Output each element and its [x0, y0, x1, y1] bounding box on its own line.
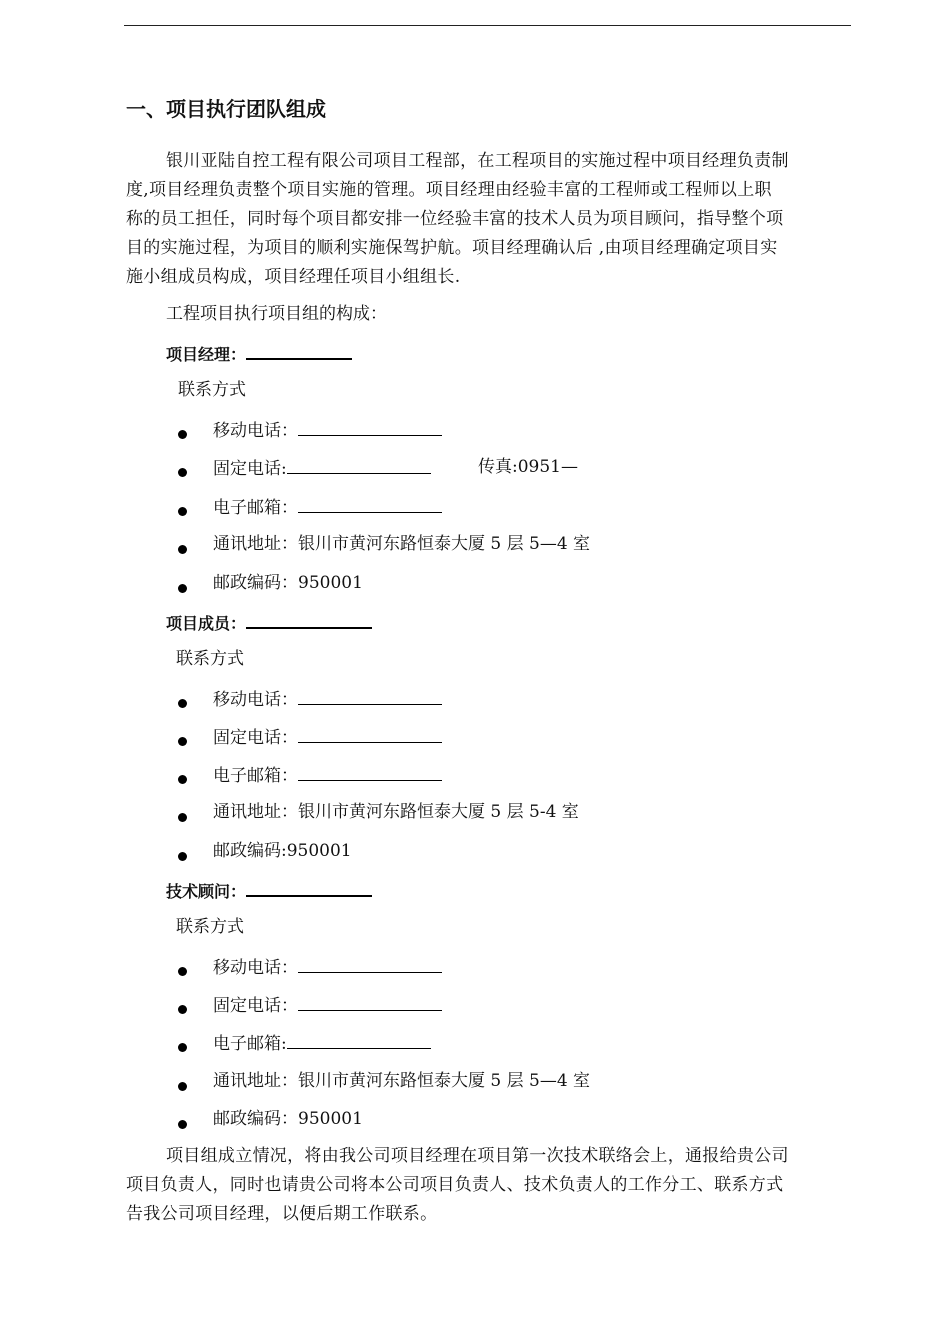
contact-label: 联系方式	[176, 917, 244, 937]
intro-line: 称的员工担任，同时每个项目都安排一位经验丰富的技术人员为项目顾问，指导整个项	[126, 209, 784, 229]
phone-blank	[298, 728, 442, 743]
list-item: 通讯地址：银川市黄河东路恒泰大厦 5 层 5-4 室	[213, 802, 579, 822]
fax-label: 传真:0951—	[478, 457, 578, 477]
bullet-icon	[178, 1082, 187, 1091]
bullet-icon	[178, 699, 187, 708]
bullet-icon	[178, 813, 187, 822]
group-title-member: 项目成员：	[166, 613, 372, 632]
contact-label: 联系方式	[176, 649, 244, 669]
bullet-icon	[178, 507, 187, 516]
list-item: 电子邮箱：	[213, 498, 442, 517]
list-item: 通讯地址：银川市黄河东路恒泰大厦 5 层 5—4 室	[213, 1071, 591, 1091]
list-item: 电子邮箱:	[213, 1034, 431, 1053]
list-item: 固定电话:	[213, 459, 431, 478]
phone-blank	[298, 996, 442, 1011]
bullet-icon	[178, 737, 187, 746]
contact-label: 联系方式	[178, 380, 246, 400]
bullet-icon	[178, 967, 187, 976]
member-name-blank	[246, 613, 372, 629]
intro-line: 银川亚陆自控工程有限公司项目工程部，在工程项目的实施过程中项目经理负责制	[166, 151, 789, 171]
mobile-blank	[298, 690, 442, 705]
group-title-manager: 项目经理：	[166, 344, 352, 363]
list-item: 电子邮箱：	[213, 766, 442, 785]
closing-line: 项目组成立情况，将由我公司项目经理在项目第一次技术联络会上，通报给贵公司	[166, 1146, 789, 1166]
bullet-icon	[178, 775, 187, 784]
closing-line: 告我公司项目经理，以便后期工作联系。	[126, 1204, 438, 1224]
email-blank	[298, 766, 442, 781]
list-item: 固定电话：	[213, 728, 442, 747]
group-title-advisor: 技术顾问：	[166, 881, 372, 900]
list-item: 邮政编码：950001	[213, 573, 363, 593]
closing-paragraph	[126, 1142, 854, 1229]
composition-label: 工程项目执行项目组的构成：	[166, 304, 387, 324]
list-item: 移动电话：	[213, 958, 442, 977]
mobile-blank	[298, 958, 442, 973]
email-blank	[298, 498, 442, 513]
mobile-blank	[298, 421, 442, 436]
advisor-name-blank	[246, 881, 372, 897]
bullet-icon	[178, 584, 187, 593]
list-item: 固定电话：	[213, 996, 442, 1015]
header-rule	[124, 25, 851, 26]
bullet-icon	[178, 545, 187, 554]
email-blank	[287, 1034, 431, 1049]
intro-line: 目的实施过程，为项目的顺利实施保驾护航。项目经理确认后 ,由项目经理确定项目实	[126, 238, 778, 258]
list-item: 移动电话：	[213, 690, 442, 709]
bullet-icon	[178, 468, 187, 477]
bullet-icon	[178, 1043, 187, 1052]
intro-line: 施小组成员构成，项目经理任项目小组组长.	[126, 267, 461, 287]
bullet-icon	[178, 430, 187, 439]
list-item: 邮政编码：950001	[213, 1109, 363, 1129]
section-heading: 一、项目执行团队组成	[126, 97, 326, 121]
bullet-icon	[178, 1005, 187, 1014]
list-item: 通讯地址：银川市黄河东路恒泰大厦 5 层 5—4 室	[213, 534, 591, 554]
bullet-icon	[178, 852, 187, 861]
intro-paragraph	[126, 147, 854, 292]
closing-line: 项目负责人，同时也请贵公司将本公司项目负责人、技术负责人的工作分工、联系方式	[126, 1175, 784, 1195]
list-item: 邮政编码:950001	[213, 841, 352, 861]
bullet-icon	[178, 1120, 187, 1129]
list-item: 移动电话：	[213, 421, 442, 440]
phone-blank	[287, 459, 431, 474]
manager-name-blank	[246, 344, 352, 360]
intro-line: 度,项目经理负责整个项目实施的管理。项目经理由经验丰富的工程师或工程师以上职	[126, 180, 772, 200]
